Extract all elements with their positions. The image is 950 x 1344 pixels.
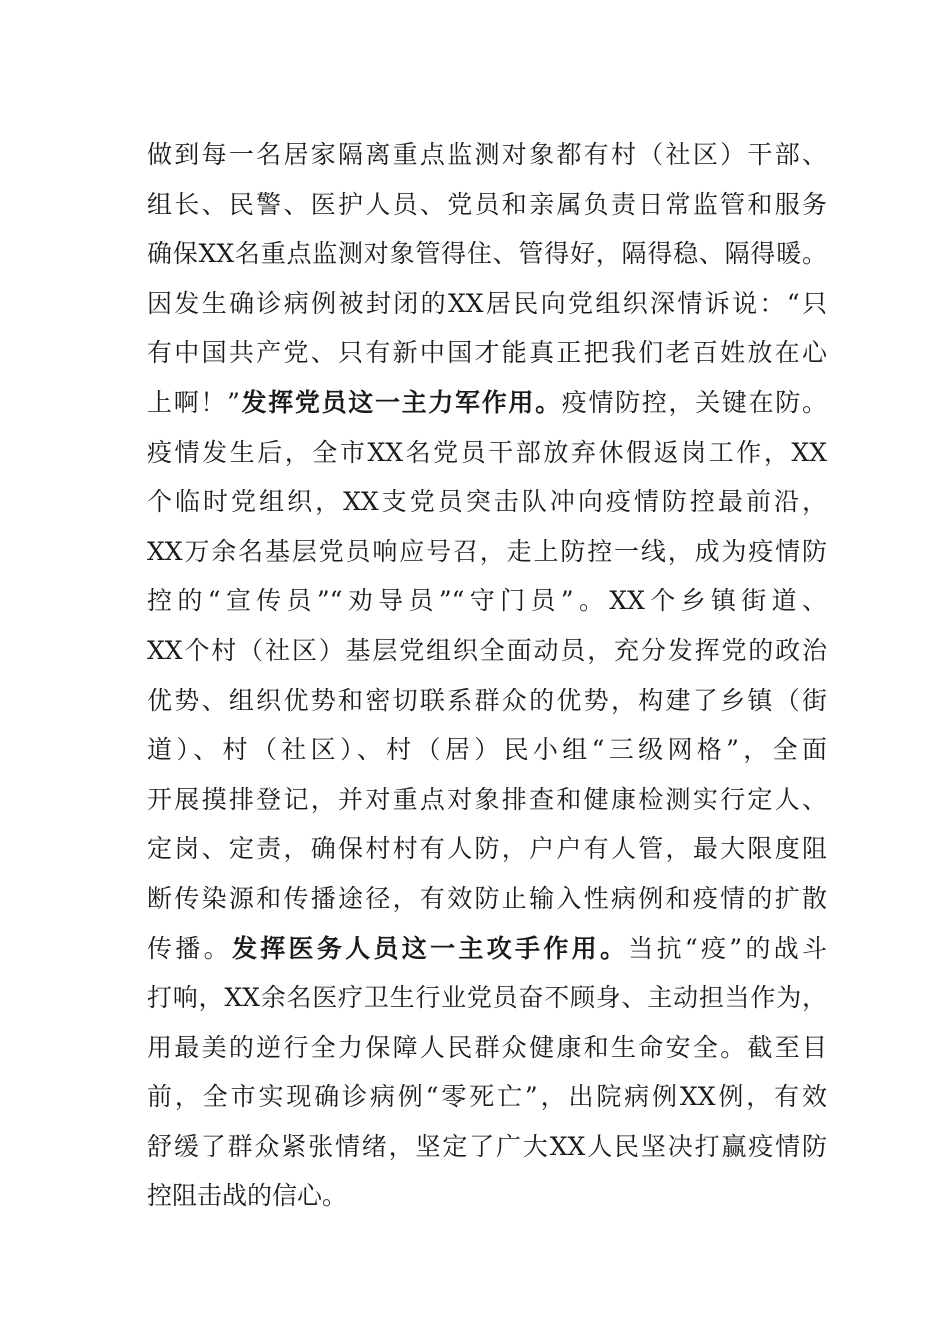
body-text: 定岗、定责，确保村村有人防，户户有人管，最大限度阻 <box>147 834 827 864</box>
text-line <box>147 1072 827 1122</box>
body-text: 前，全市实现确诊病例“零死亡”，出院病例XX例，有效 <box>147 1082 827 1112</box>
body-text: 控阻击战的信心。 <box>147 1181 348 1211</box>
text-line <box>147 1171 827 1221</box>
bold-heading-text: 发挥党员这一主力军作用。 <box>239 387 562 417</box>
body-text: 控的“宣传员”“劝导员”“守门员”。XX个乡镇街道、 <box>147 586 827 616</box>
body-text: 疫情防控，关键在防。 <box>561 387 827 417</box>
text-line <box>147 477 827 527</box>
text-line <box>147 229 827 279</box>
body-text: 确保XX名重点监测对象管得住、管得好，隔得稳、隔得暖。 <box>147 239 827 269</box>
text-line <box>147 1122 827 1172</box>
text-line <box>147 824 827 874</box>
body-text: XX万余名基层党员响应号召，走上防控一线，成为疫情防 <box>147 536 827 566</box>
text-line <box>147 874 827 924</box>
text-line <box>147 973 827 1023</box>
text-line <box>147 180 827 230</box>
text-line <box>147 130 827 180</box>
text-line <box>147 328 827 378</box>
body-text: 打响，XX余名医疗卫生行业党员奋不顾身、主动担当作为， <box>147 983 827 1013</box>
body-text: 传播。 <box>147 933 232 963</box>
text-line <box>147 378 827 428</box>
bold-heading-text: 发挥医务人员这一主攻手作用。 <box>231 933 629 963</box>
text-line <box>147 527 827 577</box>
text-line <box>147 924 827 974</box>
text-line <box>147 725 827 775</box>
body-text: 断传染源和传播途径，有效防止输入性病例和疫情的扩散 <box>147 883 827 913</box>
body-text: 当抗“疫”的战斗 <box>628 933 827 963</box>
text-line <box>147 676 827 726</box>
text-line <box>147 1023 827 1073</box>
body-text: 道）、村（社区）、村（居）民小组“三级网格”，全面 <box>147 735 827 765</box>
body-text: 用最美的逆行全力保障人民群众健康和生命安全。截至目 <box>147 1032 827 1062</box>
body-text: 做到每一名居家隔离重点监测对象都有村（社区）干部、 <box>147 140 827 169</box>
body-text: 个临时党组织，XX支党员突击队冲向疫情防控最前沿， <box>147 487 827 517</box>
text-line <box>147 576 827 626</box>
body-text: XX个村（社区）基层党组织全面动员，充分发挥党的政治 <box>147 635 827 665</box>
text-line <box>147 428 827 478</box>
body-text: 疫情发生后，全市XX名党员干部放弃休假返岗工作，XX <box>147 437 827 467</box>
text-line <box>147 626 827 676</box>
body-paragraph <box>147 130 827 1221</box>
body-text: 组长、民警、医护人员、党员和亲属负责日常监管和服务 <box>147 189 827 219</box>
body-text: 优势、组织优势和密切联系群众的优势，构建了乡镇（街 <box>147 685 827 715</box>
body-text: 开展摸排登记，并对重点对象排查和健康检测实行定人、 <box>147 784 827 814</box>
text-line <box>147 279 827 329</box>
body-text: 因发生确诊病例被封闭的XX居民向党组织深情诉说：“只 <box>147 288 827 318</box>
text-line <box>147 775 827 825</box>
body-text: 有中国共产党、只有新中国才能真正把我们老百姓放在心 <box>147 338 827 368</box>
body-text: 舒缓了群众紧张情绪，坚定了广大XX人民坚决打赢疫情防 <box>147 1131 827 1161</box>
body-text: 上啊！” <box>147 387 240 417</box>
